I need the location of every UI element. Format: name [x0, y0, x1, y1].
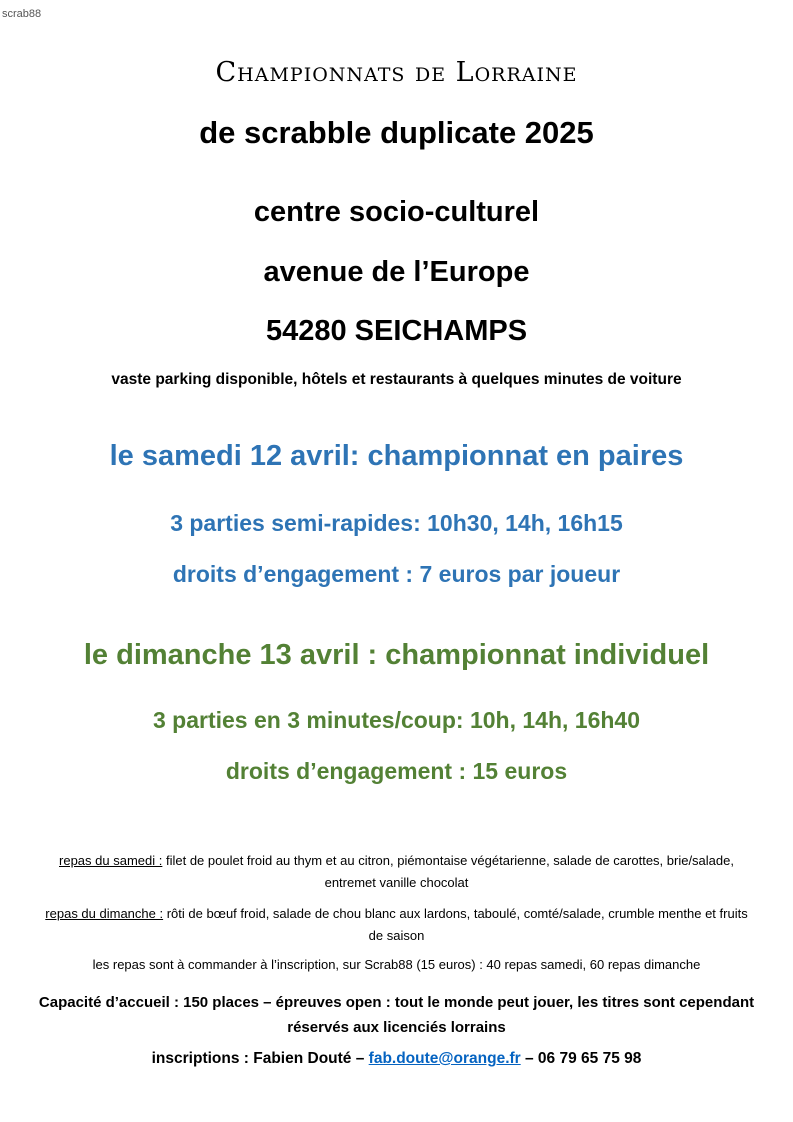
sunday-meal-menu: rôti de bœuf froid, salade de chou blanc aux lardons, taboulé, comté/salade, crumble menthe et fruits de saison: [163, 906, 748, 943]
saturday-meal-label: repas du samedi :: [59, 853, 163, 868]
sunday-heading: le dimanche 13 avril : championnat individuel: [83, 639, 710, 671]
contact-phone: – 06 79 65 75 98: [520, 1050, 642, 1067]
venue-name: centre socio-culturel: [253, 196, 540, 228]
saturday-meal-menu: filet de poulet froid au thym et au citron, piémontaise végétarienne, salade de carottes, brie/salade, entremet vanille chocolat: [162, 853, 734, 890]
contact-line: [0, 1050, 793, 1068]
page-subtitle: de scrabble duplicate 2025: [199, 115, 594, 150]
capacity-note: Capacité d’accueil : 150 places – épreuves open : tout le monde peut jouer, les titres sont cependant réservés aux licenciés lorrains: [38, 994, 755, 1036]
meal-order-note: les repas sont à commander à l’inscription, sur Scrab88 (15 euros) : 40 repas samedi, 60 repas dimanche: [92, 957, 701, 972]
sunday-games: 3 parties en 3 minutes/coup: 10h, 14h, 16h40: [152, 707, 640, 733]
sunday-meal-label: repas du dimanche :: [45, 906, 164, 921]
sunday-meal: [40, 903, 753, 947]
sunday-fee: droits d’engagement : 15 euros: [225, 758, 568, 784]
contact-email-link[interactable]: fab.doute@orange.fr: [368, 1050, 521, 1067]
saturday-meal: [40, 850, 753, 894]
saturday-games: 3 parties semi-rapides: 10h30, 14h, 16h15: [170, 510, 623, 536]
venue-note: vaste parking disponible, hôtels et restaurants à quelques minutes de voiture: [111, 371, 682, 388]
contact-prefix: inscriptions : Fabien Douté –: [151, 1050, 369, 1067]
saturday-heading: le samedi 12 avril: championnat en paires: [109, 440, 684, 472]
site-tag: scrab88: [2, 8, 42, 20]
page-title: Championnats de Lorraine: [215, 57, 578, 88]
venue-city: 54280 SEICHAMPS: [265, 315, 528, 347]
saturday-fee: droits d’engagement : 7 euros par joueur: [172, 561, 621, 587]
venue-street: avenue de l’Europe: [263, 256, 530, 288]
